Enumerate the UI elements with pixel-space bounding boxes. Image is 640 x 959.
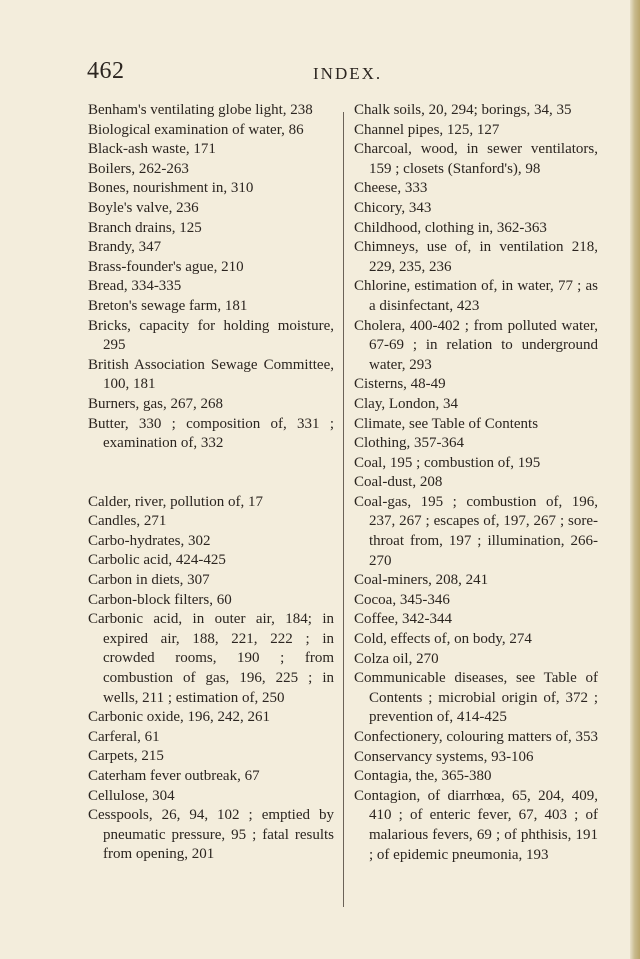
index-entry: Coal-gas, 195 ; combustion of, 196, 237, 267 ; escapes of, 197, 267 ; sore-throat from, 197 ; illumination, 266-270 xyxy=(354,493,598,569)
index-entry: Candles, 271 xyxy=(88,513,167,530)
index-entry: Cocoa, 345-346 xyxy=(354,591,450,608)
index-entry: Cellulose, 304 xyxy=(88,787,175,804)
page-edge xyxy=(630,0,640,959)
index-entry: Bricks, capacity for holding moisture, 295 xyxy=(88,317,334,354)
index-entry: British Association Sewage Committee, 100, 181 xyxy=(88,356,334,393)
index-entry: Coal-dust, 208 xyxy=(354,474,443,491)
running-head: INDEX. xyxy=(313,64,383,83)
index-entry: Carbolic acid, 424-425 xyxy=(88,552,226,569)
index-entry: Breton's sewage farm, 181 xyxy=(88,297,248,314)
index-entry: Cheese, 333 xyxy=(354,180,428,197)
index-entry: Calder, river, pollution of, 17 xyxy=(88,493,264,510)
index-entry: Coffee, 342-344 xyxy=(354,611,453,628)
index-entry: Communicable diseases, see Table of Contents ; microbial origin of, 372 ; prevention of, 414-425 xyxy=(354,670,598,726)
index-entry: Cholera, 400-402 ; from polluted water, 67-69 ; in relation to underground water, 293 xyxy=(354,317,598,373)
index-entry: Branch drains, 125 xyxy=(88,219,202,236)
right-column xyxy=(354,101,598,865)
page-number: 462 xyxy=(87,58,125,84)
index-entry: Brass-founder's ague, 210 xyxy=(88,258,244,275)
index-entry: Biological examination of water, 86 xyxy=(88,121,304,138)
index-entry: Carbon-block filters, 60 xyxy=(88,591,232,608)
index-entry: Carferal, 61 xyxy=(88,728,160,745)
page-header xyxy=(87,58,607,88)
index-entry: Clay, London, 34 xyxy=(354,395,459,412)
index-entry: Boyle's valve, 236 xyxy=(88,199,199,216)
index-entry: Benham's ventilating globe light, 238 xyxy=(88,102,313,118)
index-entry: Brandy, 347 xyxy=(88,239,162,256)
index-entry: Black-ash waste, 171 xyxy=(88,141,216,158)
index-entry: Cisterns, 48-49 xyxy=(354,376,446,393)
index-entry: Channel pipes, 125, 127 xyxy=(354,121,500,138)
index-entry: Chalk soils, 20, 294; borings, 34, 35 xyxy=(354,102,572,118)
column-divider xyxy=(343,112,344,907)
index-entry: Chicory, 343 xyxy=(354,199,432,216)
index-entry: Clothing, 357-364 xyxy=(354,435,465,452)
index-entry: Contagion, of diarrhœa, 65, 204, 409, 410 ; of enteric fever, 67, 403 ; of malarious fevers, 69 ; of phthisis, 191 ; of epidemic pneumonia, 193 xyxy=(354,787,598,863)
index-entry: Carpets, 215 xyxy=(88,748,164,765)
index-entry: Caterham fever outbreak, 67 xyxy=(88,768,260,784)
index-entry: Confectionery, colouring matters of, 353 xyxy=(354,729,598,745)
index-entry: Contagia, the, 365-380 xyxy=(354,768,492,785)
index-entry: Carbonic acid, in outer air, 184; in expired air, 188, 221, 222 ; in crowded rooms, 190 ; from combustion of gas, 196, 225 ; in wells, 211 ; estimation of, 250 xyxy=(88,611,334,706)
index-entry: Cold, effects of, on body, 274 xyxy=(354,631,532,648)
index-entry: Colza oil, 270 xyxy=(354,650,439,667)
index-entry: Butter, 330 ; composition of, 331 ; examination of, 332 xyxy=(88,415,334,452)
index-entry: Carbonic oxide, 196, 242, 261 xyxy=(88,709,271,726)
index-entry: Cesspools, 26, 94, 102 ; emptied by pneumatic pressure, 95 ; fatal results from opening, 201 xyxy=(88,807,334,863)
index-entry: Climate, see Table of Contents xyxy=(354,415,539,432)
index-entry: Conservancy systems, 93-106 xyxy=(354,748,534,765)
index-entry: Charcoal, wood, in sewer ventilators, 159 ; closets (Stanford's), 98 xyxy=(354,141,598,177)
index-entry: Childhood, clothing in, 362-363 xyxy=(354,219,547,236)
index-entry: Carbon in diets, 307 xyxy=(88,572,210,589)
index-entry: Chlorine, estimation of, in water, 77 ; as a disinfectant, 423 xyxy=(354,278,598,314)
index-entry: Burners, gas, 267, 268 xyxy=(88,395,223,412)
index-entry: Bones, nourishment in, 310 xyxy=(88,180,254,197)
index-entry: Chimneys, use of, in ventilation 218, 229, 235, 236 xyxy=(354,239,598,275)
index-entry: Carbo-hydrates, 302 xyxy=(88,532,211,549)
index-entry: Bread, 334-335 xyxy=(88,278,182,295)
index-entry: Boilers, 262-263 xyxy=(88,160,189,177)
left-column xyxy=(88,101,334,865)
index-entry: Coal-miners, 208, 241 xyxy=(354,572,489,589)
index-entry: Coal, 195 ; combustion of, 195 xyxy=(354,454,541,471)
